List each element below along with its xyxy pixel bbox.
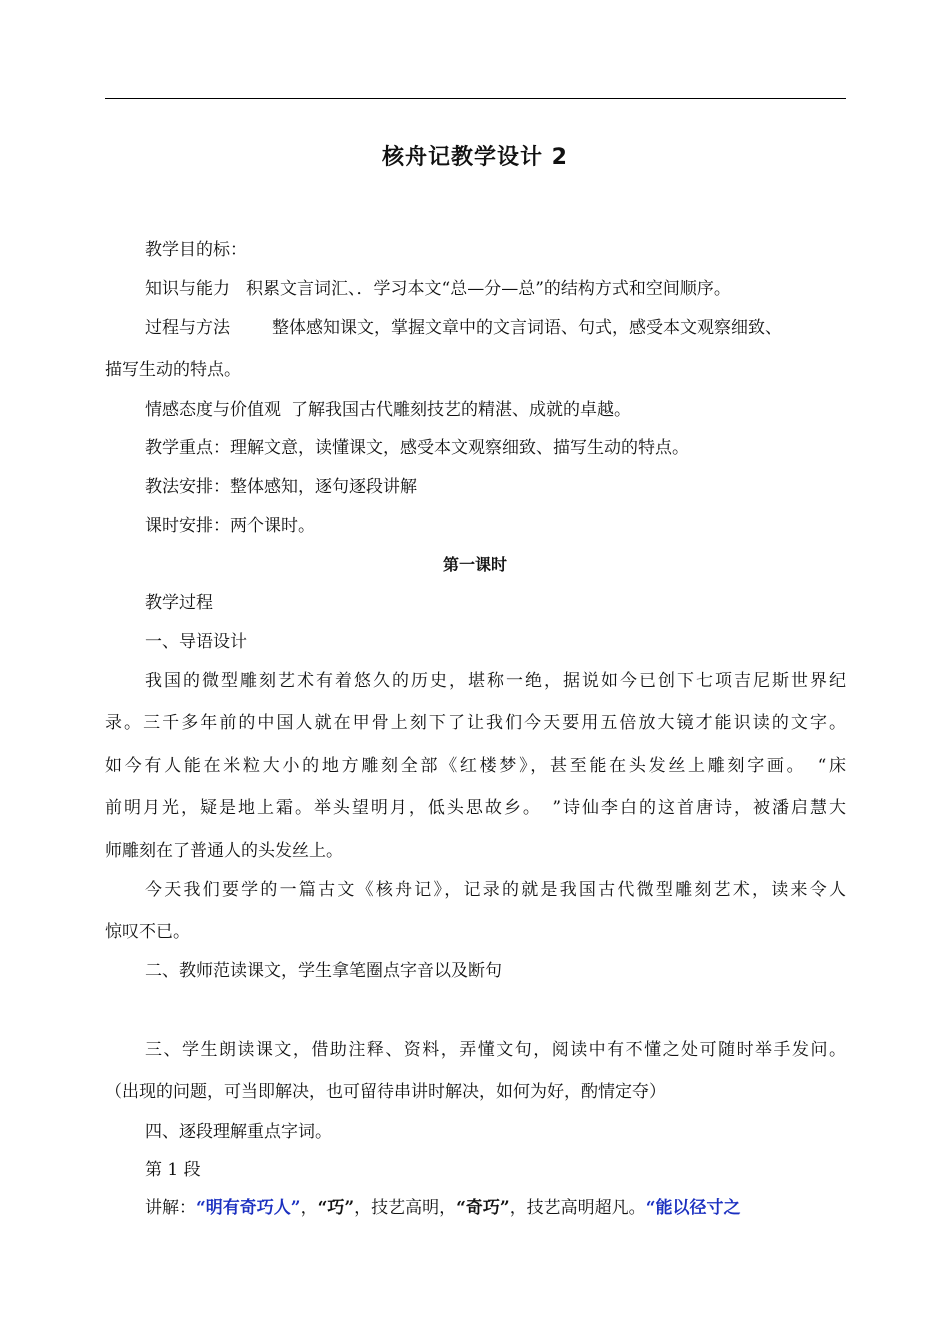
- knowledge-text: 积累文言词汇、．学习本文“总—分—总”的结构方式和空间顺序。: [246, 279, 731, 299]
- highlight-phrase-1: “明有奇巧人”: [196, 1198, 301, 1218]
- process-heading: 教学过程: [145, 593, 213, 613]
- intro-line-5: 师雕刻在了普通人的头发丝上。: [105, 841, 343, 861]
- paragraph-1-label: 第 1 段: [145, 1160, 201, 1180]
- explanation-line: [145, 1196, 846, 1220]
- process-objective: [145, 316, 846, 340]
- process-text-2: 描写生动的特点。: [105, 360, 241, 380]
- knowledge-label: 知识与能力: [145, 279, 230, 299]
- document-title: 核舟记教学设计 2: [382, 145, 568, 170]
- intro-line-4: 前明月光，疑是地上霜。举头望明月，低头思故乡。 ”诗仙李白的这首唐诗，被潘启慧大: [105, 798, 846, 818]
- emotion-text: 了解我国古代雕刻技艺的精湛、成就的卓越。: [291, 400, 631, 420]
- knowledge-objective: [145, 277, 846, 301]
- emotion-objective: [145, 398, 846, 422]
- process-text-1: 整体感知课文，掌握文章中的文言词语、句式，感受本文观察细致、: [272, 318, 782, 338]
- process-label: 过程与方法: [145, 318, 230, 338]
- highlight-phrase-2: “能以径寸之: [645, 1198, 741, 1218]
- intro-line-1: 我国的微型雕刻艺术有着悠久的历史，堪称一绝，据说如今已创下七项吉尼斯世界纪: [145, 671, 846, 691]
- section-3-line-2: （出现的问题，可当即解决，也可留待串讲时解决，如何为好，酌情定夺）: [105, 1082, 666, 1102]
- lesson-heading: 第一课时: [442, 555, 507, 574]
- class-periods: 课时安排：两个课时。: [145, 516, 315, 536]
- explain-text-1: ，技艺高明，: [354, 1198, 457, 1218]
- today-line-1: 今天我们要学的一篇古文《核舟记》，记录的就是我国古代微型雕刻艺术，读来令人: [145, 880, 846, 900]
- today-line-2: 惊叹不已。: [105, 922, 190, 942]
- intro-line-2: 录。三千多年前的中国人就在甲骨上刻下了让我们今天要用五倍放大镜才能识读的文字。: [105, 713, 846, 733]
- explain-sep: ，: [300, 1198, 318, 1218]
- key-point: 教学重点：理解文意，读懂课文，感受本文观察细致、描写生动的特点。: [145, 438, 689, 458]
- highlight-word-1: “巧”: [317, 1198, 355, 1218]
- objectives-heading: 教学目的标：: [145, 240, 247, 260]
- section-1-heading: 一、导语设计: [145, 632, 247, 652]
- teaching-method: 教法安排：整体感知，逐句逐段讲解: [145, 477, 417, 497]
- section-4-heading: 四、逐段理解重点字词。: [145, 1122, 332, 1142]
- intro-line-3: 如今有人能在米粒大小的地方雕刻全部《红楼梦》，甚至能在头发丝上雕刻字画。 “床: [105, 756, 846, 776]
- section-2-heading: 二、教师范读课文，学生拿笔圈点字音以及断句: [145, 961, 502, 981]
- explain-lead: 讲解：: [145, 1198, 196, 1218]
- header-rule: [105, 98, 846, 99]
- section-3-line-1: 三、学生朗读课文，借助注释、资料，弄懂文句，阅读中有不懂之处可随时举手发问。: [145, 1040, 846, 1060]
- highlight-word-2: “奇巧”: [456, 1198, 510, 1218]
- explain-text-2: ，技艺高明超凡。: [509, 1198, 646, 1218]
- emotion-label: 情感态度与价值观: [145, 400, 281, 420]
